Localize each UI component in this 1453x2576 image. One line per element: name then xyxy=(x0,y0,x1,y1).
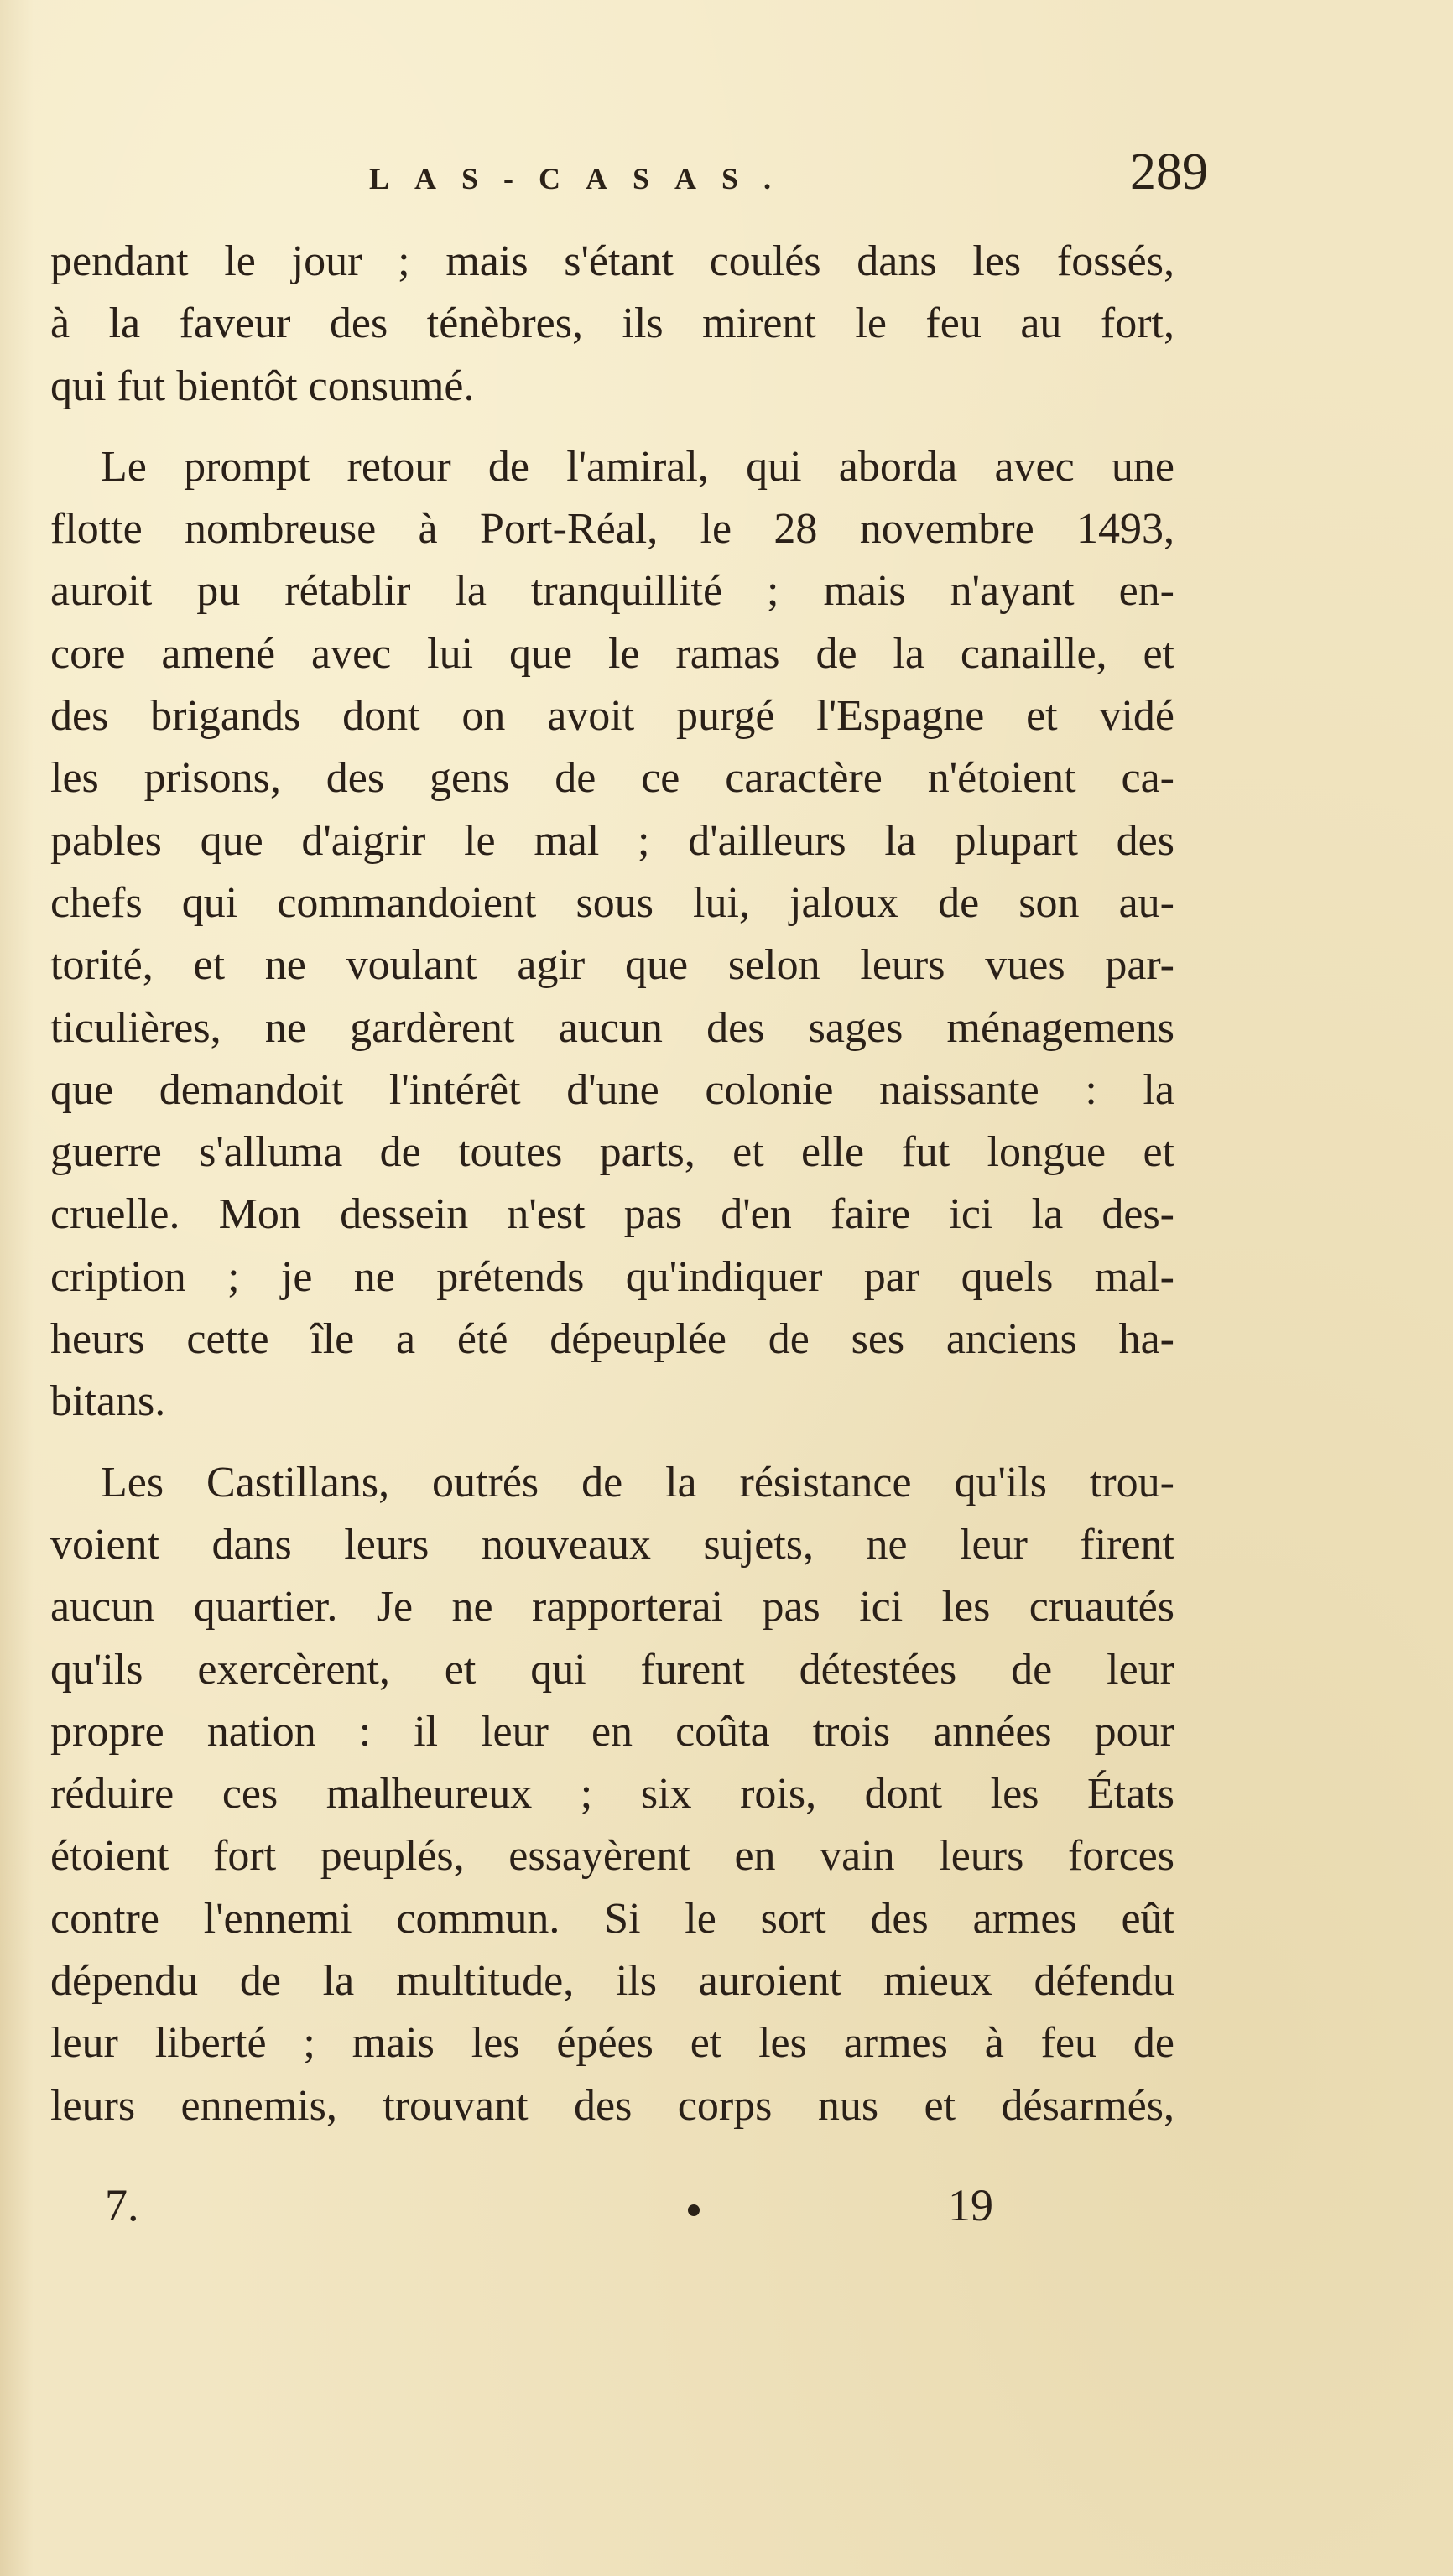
text-line: pendant le jour ; mais s'étant coulés dans les fossés, xyxy=(50,237,1174,285)
paragraph-1 xyxy=(50,231,1174,418)
text-line: aucun quartier. Je ne rapporterai pas ici les cruautés xyxy=(50,1583,1174,1631)
text-line: cription ; je ne prétends qu'indiquer par quels mal- xyxy=(50,1252,1174,1301)
ornament-dot xyxy=(688,2204,700,2216)
paragraph-gap xyxy=(50,1434,1174,1452)
text-line: qu'ils exercèrent, et qui furent détestées de leur xyxy=(50,1645,1174,1694)
text-line: guerre s'alluma de toutes parts, et elle fut longue et xyxy=(50,1128,1174,1177)
running-head: LAS-CASAS. xyxy=(369,162,797,195)
gathering-number: 19 xyxy=(948,2180,993,2230)
text-line: chefs qui commandoient sous lui, jaloux de son au- xyxy=(50,878,1174,927)
text-line: réduire ces malheureux ; six rois, dont les États xyxy=(50,1770,1174,1819)
text-line: ticulières, ne gardèrent aucun des sages ménagemens xyxy=(50,1003,1174,1052)
paragraph-3 xyxy=(50,1452,1174,2137)
text-line: leur liberté ; mais les épées et les armes à feu de xyxy=(50,2019,1174,2068)
text-line: Le prompt retour de l'amiral, qui aborda avec une xyxy=(101,442,1174,491)
text-line: flotte nombreuse à Port-Réal, le 28 novembre 1493, xyxy=(50,505,1174,554)
text-line: étoient fort peuplés, essayèrent en vain leurs forces xyxy=(50,1832,1174,1881)
text-line: à la faveur des ténèbres, ils mirent le feu au fort, xyxy=(50,299,1174,348)
paragraph-gap xyxy=(50,418,1174,436)
text-line: torité, et ne voulant agir que selon leurs vues par- xyxy=(50,941,1174,990)
text-line: Les Castillans, outrés de la résistance qu'ils trou- xyxy=(101,1458,1174,1507)
text-line: core amené avec lui que le ramas de la canaille, et xyxy=(50,629,1174,678)
text-line: propre nation : il leur en coûta trois années pour xyxy=(50,1707,1174,1756)
body-text xyxy=(50,231,1174,2137)
text-line: bitans. xyxy=(50,1377,166,1426)
text-line: contre l'ennemi commun. Si le sort des armes eût xyxy=(50,1894,1174,1943)
text-line: qui fut bientôt consumé. xyxy=(50,362,475,410)
text-line: cruelle. Mon dessein n'est pas d'en faire ici la des- xyxy=(50,1190,1174,1239)
signature-mark: 7. xyxy=(105,2180,139,2230)
text-line: les prisons, des gens de ce caractère n'étoient ca- xyxy=(50,754,1174,803)
text-line: voient dans leurs nouveaux sujets, ne leur firent xyxy=(50,1520,1174,1569)
page-number: 289 xyxy=(1130,143,1208,200)
text-line: dépendu de la multitude, ils auroient mieux défendu xyxy=(50,1957,1174,2006)
text-line: que demandoit l'intérêt d'une colonie naissante : la xyxy=(50,1065,1174,1114)
text-line: auroit pu rétablir la tranquillité ; mais n'ayant en- xyxy=(50,567,1174,616)
text-line: des brigands dont on avoit purgé l'Espagne et vidé xyxy=(50,692,1174,741)
page-header xyxy=(50,143,1208,218)
text-line: heurs cette île a été dépeuplée de ses anciens ha- xyxy=(50,1315,1174,1364)
text-line: leurs ennemis, trouvant des corps nus et désarmés, xyxy=(50,2081,1174,2130)
text-line: pables que d'aigrir le mal ; d'ailleurs la plupart des xyxy=(50,816,1174,865)
page-footer xyxy=(50,2179,1174,2246)
paragraph-2 xyxy=(50,436,1174,1434)
